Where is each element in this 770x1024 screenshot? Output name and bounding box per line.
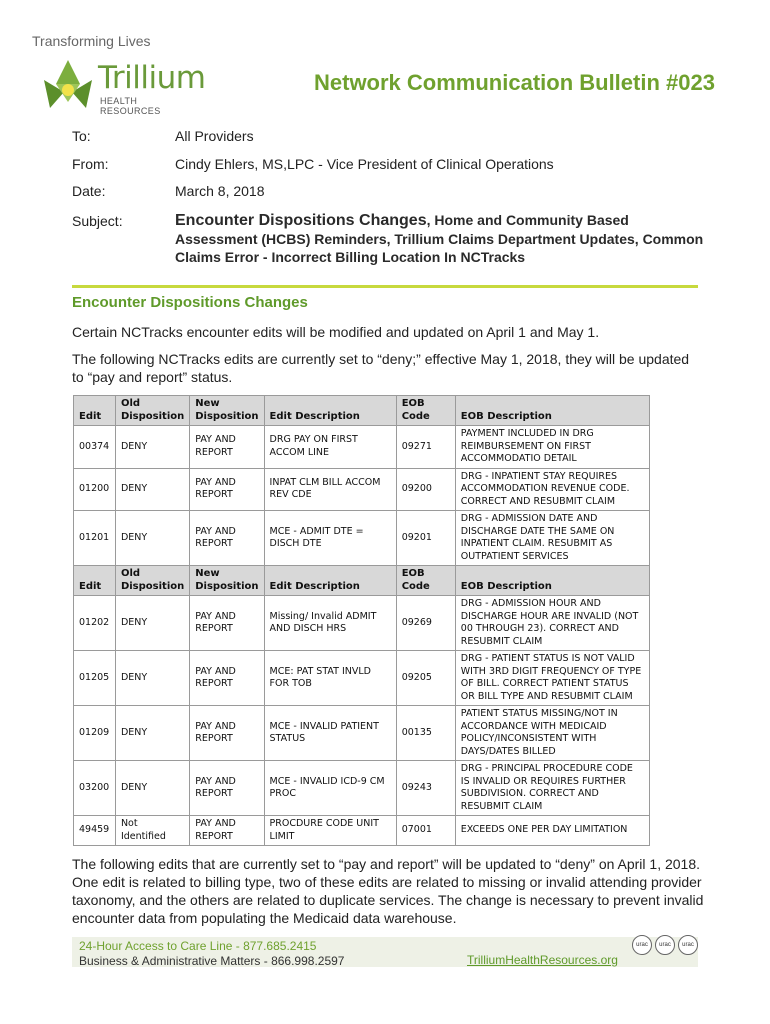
cell-old: DENY [115, 596, 189, 651]
table-row [74, 651, 650, 706]
cell-desc: MCE: PAT STAT INVLD FOR TOB [264, 651, 396, 706]
cell-desc: Missing/ Invalid ADMIT AND DISCH HRS [264, 596, 396, 651]
header-new-disposition: New Disposition [190, 566, 264, 596]
cell-new: PAY AND REPORT [190, 706, 264, 761]
cell-eob: 07001 [396, 816, 455, 846]
header-eob-description: EOB Description [455, 396, 649, 426]
cell-eob-desc: DRG - PRINCIPAL PROCEDURE CODE IS INVALID OR REQUIRES FURTHER SUBDIVISION. CORRECT AND RESUBMIT CLAIM [455, 761, 649, 816]
section-heading: Encounter Dispositions Changes [72, 294, 308, 311]
cell-eob-desc: DRG - PATIENT STATUS IS NOT VALID WITH 3RD DIGIT FREQUENCY OF TYPE OF BILL. CORRECT PATIENT STATUS OR BILL TYPE AND RESUBMIT CLAIM [455, 651, 649, 706]
table-row [74, 706, 650, 761]
section-divider [72, 285, 698, 288]
header-edit-description: Edit Description [264, 396, 396, 426]
cell-edit: 01200 [74, 468, 116, 511]
cell-old: DENY [115, 706, 189, 761]
header-eob-code: EOB Code [396, 396, 455, 426]
subject-value [175, 211, 705, 266]
intro-paragraph: Certain NCTracks encounter edits will be modified and updated on April 1 and May 1. [72, 324, 600, 340]
header-eob-code: EOB Code [396, 566, 455, 596]
cell-eob-desc: DRG - ADMISSION DATE AND DISCHARGE DATE THE SAME ON INPATIENT CLAIM. RESUBMIT AS OUTPATIENT SERVICES [455, 511, 649, 566]
cell-edit: 01209 [74, 706, 116, 761]
cell-eob-desc: PAYMENT INCLUDED IN DRG REIMBURSEMENT ON FIRST ACCOMMODATIO DETAIL [455, 426, 649, 469]
cell-old: DENY [115, 651, 189, 706]
table-row [74, 426, 650, 469]
table-row [74, 511, 650, 566]
cell-old: Not Identified [115, 816, 189, 846]
header-eob-description: EOB Description [455, 566, 649, 596]
cell-new: PAY AND REPORT [190, 468, 264, 511]
header-new-disposition: New Disposition [190, 396, 264, 426]
header-old-disposition: Old Disposition [115, 566, 189, 596]
cell-new: PAY AND REPORT [190, 651, 264, 706]
header-edit: Edit [74, 396, 116, 426]
table-row [74, 761, 650, 816]
logo-subtitle: HEALTH RESOURCES [100, 96, 161, 116]
cell-eob: 09201 [396, 511, 455, 566]
business-line: Business & Administrative Matters - 866.998.2597 [79, 954, 345, 968]
cell-edit: 01205 [74, 651, 116, 706]
urac-badge-icon: urac [632, 935, 652, 955]
table-header-row [74, 396, 650, 426]
cell-desc: MCE - INVALID ICD-9 CM PROC [264, 761, 396, 816]
cell-eob: 09269 [396, 596, 455, 651]
cell-desc: MCE - ADMIT DTE = DISCH DTE [264, 511, 396, 566]
from-label: From: [72, 156, 109, 172]
urac-badge-icon: urac [678, 935, 698, 955]
cell-desc: PROCDURE CODE UNIT LIMIT [264, 816, 396, 846]
table-header-row-repeat [74, 566, 650, 596]
cell-desc: MCE - INVALID PATIENT STATUS [264, 706, 396, 761]
date-label: Date: [72, 183, 106, 199]
tagline: Transforming Lives [32, 33, 151, 49]
urac-badge-icon: urac [655, 935, 675, 955]
cell-eob: 09271 [396, 426, 455, 469]
cell-old: DENY [115, 468, 189, 511]
cell-desc: INPAT CLM BILL ACCOM REV CDE [264, 468, 396, 511]
cell-desc: DRG PAY ON FIRST ACCOM LINE [264, 426, 396, 469]
date-value: March 8, 2018 [175, 183, 265, 199]
header-edit-description: Edit Description [264, 566, 396, 596]
header-old-disposition: Old Disposition [115, 396, 189, 426]
cell-edit: 00374 [74, 426, 116, 469]
table-row [74, 468, 650, 511]
cell-old: DENY [115, 511, 189, 566]
cell-eob: 00135 [396, 706, 455, 761]
edits-table [73, 395, 650, 846]
cell-new: PAY AND REPORT [190, 596, 264, 651]
cell-eob-desc: PATIENT STATUS MISSING/NOT IN ACCORDANCE WITH MEDICAID POLICY/INCONSISTENT WITH DAYS/DATES BILLED [455, 706, 649, 761]
cell-eob-desc: DRG - INPATIENT STAY REQUIRES ACCOMMODATION REVENUE CODE. CORRECT AND RESUBMIT CLAIM [455, 468, 649, 511]
bulletin-title: Network Communication Bulletin #023 [314, 70, 715, 95]
accreditation-badges [632, 933, 702, 967]
cell-old: DENY [115, 426, 189, 469]
to-label: To: [72, 128, 91, 144]
table-row [74, 816, 650, 846]
cell-new: PAY AND REPORT [190, 816, 264, 846]
header-edit: Edit [74, 566, 116, 596]
cell-new: PAY AND REPORT [190, 761, 264, 816]
website-link[interactable]: TrilliumHealthResources.org [467, 953, 618, 967]
subject-label: Subject: [72, 213, 123, 229]
access-line: 24-Hour Access to Care Line - 877.685.2415 [79, 939, 317, 953]
cell-edit: 49459 [74, 816, 116, 846]
trillium-logo [40, 58, 206, 116]
subject-rest: , Home and Community Based Assessment (HCBS) Reminders, Trillium Claims Department Updates, Common Claims Error - Incorrect Billing Location In NCTracks [175, 212, 704, 265]
cell-old: DENY [115, 761, 189, 816]
table-row [74, 596, 650, 651]
cell-eob: 09200 [396, 468, 455, 511]
cell-edit: 01201 [74, 511, 116, 566]
cell-eob-desc: EXCEEDS ONE PER DAY LIMITATION [455, 816, 649, 846]
cell-new: PAY AND REPORT [190, 426, 264, 469]
to-value: All Providers [175, 128, 254, 144]
cell-eob-desc: DRG - ADMISSION HOUR AND DISCHARGE HOUR ARE INVALID (NOT 00 THROUGH 23). CORRECT AND RESUBMIT CLAIM [455, 596, 649, 651]
cell-new: PAY AND REPORT [190, 511, 264, 566]
cell-eob: 09243 [396, 761, 455, 816]
subject-lead: Encounter Dispositions Changes [175, 212, 427, 229]
deny-to-pay-paragraph: The following NCTracks edits are currently set to “deny;” effective May 1, 2018, they will be updated to “pay and report” status. [72, 351, 690, 385]
cell-edit: 03200 [74, 761, 116, 816]
cell-edit: 01202 [74, 596, 116, 651]
pay-to-deny-paragraph: The following edits that are currently set to “pay and report” will be updated to “deny” on April 1, 2018. One edit is related to billing type, two of these edits are related to missing or invalid attending provider taxonomy, and the others are related to duplicate services. The change is necessary to prevent invalid encounter data from populating the Medicaid data warehouse. [72, 856, 704, 926]
trillium-flower-icon [40, 58, 96, 112]
from-value: Cindy Ehlers, MS,LPC - Vice President of Clinical Operations [175, 156, 554, 172]
logo-wordmark: Trillium [98, 60, 206, 96]
cell-eob: 09205 [396, 651, 455, 706]
footer-bar [72, 937, 698, 967]
